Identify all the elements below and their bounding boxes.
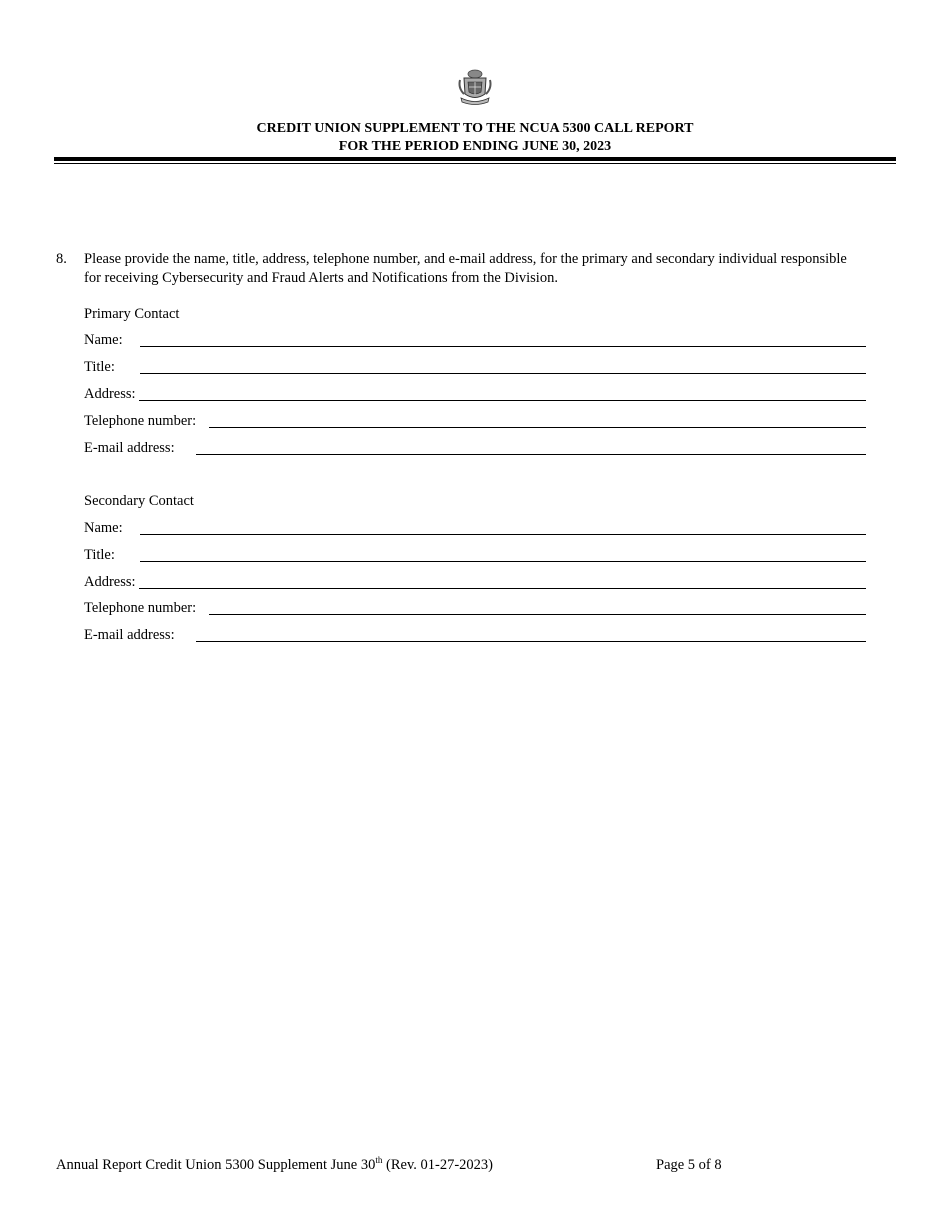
secondary-address-label: Address: (84, 574, 136, 590)
primary-address-field[interactable] (139, 384, 866, 401)
secondary-phone-label: Telephone number: (84, 600, 197, 616)
footer-document-id (56, 1156, 493, 1174)
header-rule-thick (54, 157, 896, 161)
primary-phone-label: Telephone number: (84, 413, 197, 429)
primary-address-label: Address: (84, 386, 136, 402)
secondary-name-label: Name: (84, 520, 123, 536)
secondary-email-label: E-mail address: (84, 627, 175, 643)
primary-title-field[interactable] (140, 357, 866, 374)
secondary-address-field[interactable] (139, 572, 866, 589)
footer-doc-superscript: th (375, 1155, 383, 1166)
header-rule-thin (54, 163, 896, 164)
page-number: Page 5 of 8 (656, 1157, 722, 1173)
footer-doc-revision: (Rev. 01-27-2023) (382, 1157, 493, 1173)
primary-email-field[interactable] (196, 438, 866, 455)
primary-name-field[interactable] (140, 330, 866, 347)
primary-phone-field[interactable] (209, 411, 866, 428)
primary-contact-heading: Primary Contact (84, 306, 180, 322)
secondary-name-field[interactable] (140, 518, 866, 535)
report-title: CREDIT UNION SUPPLEMENT TO THE NCUA 5300 CALL REPORT (256, 121, 694, 136)
report-period: FOR THE PERIOD ENDING JUNE 30, 2023 (338, 139, 612, 154)
secondary-phone-field[interactable] (209, 598, 866, 615)
secondary-title-field[interactable] (140, 545, 866, 562)
secondary-email-field[interactable] (196, 625, 866, 642)
primary-title-label: Title: (84, 359, 115, 375)
primary-name-label: Name: (84, 332, 123, 348)
state-seal-icon (456, 68, 494, 106)
footer-doc-prefix: Annual Report Credit Union 5300 Supplement June 30 (56, 1157, 376, 1173)
secondary-title-label: Title: (84, 547, 115, 563)
question-text: Please provide the name, title, address, telephone number, and e-mail address, for the primary and secondary individual responsible for receiving Cybersecurity and Fraud Alerts and Notifications from the Division. (84, 251, 847, 286)
secondary-contact-heading: Secondary Contact (84, 493, 194, 509)
primary-email-label: E-mail address: (84, 440, 175, 456)
question-number: 8. (56, 251, 67, 267)
